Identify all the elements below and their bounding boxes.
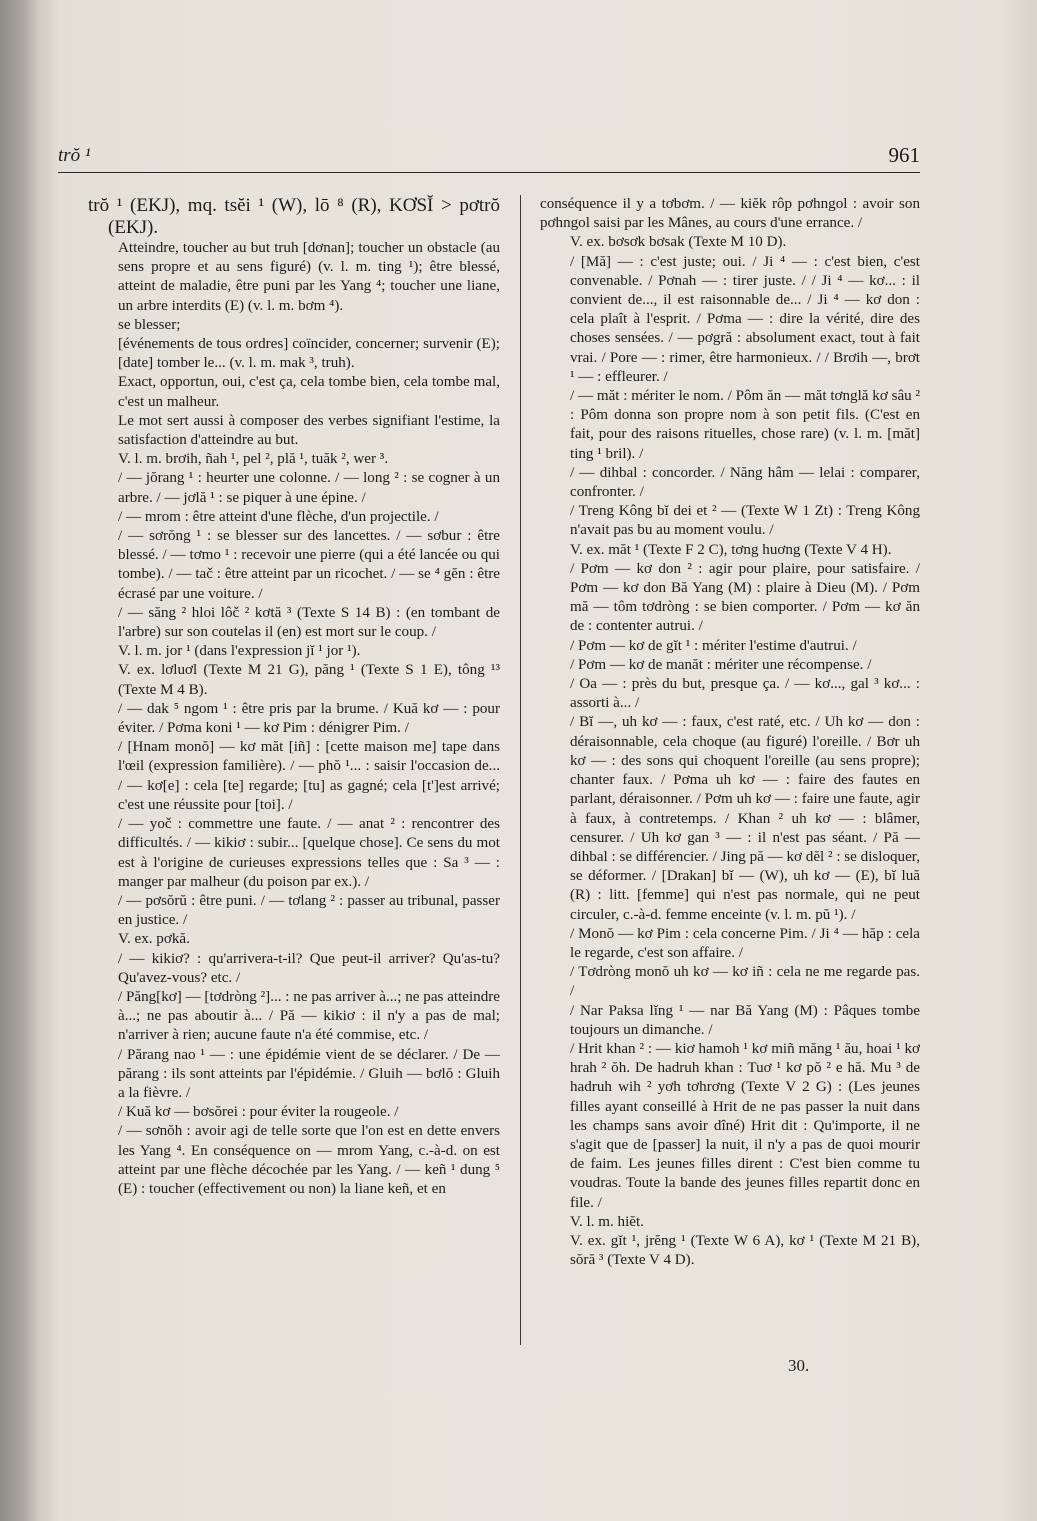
example-block: / Nar Paksa lĭng ¹ — nar Bă Yang (M) : Pâques tombe toujours un dimanche. / <box>570 1002 920 1038</box>
example-block: / — dak ⁵ ngom ¹ : être pris par la brume. / Kuă kơ — : pour éviter. / Pơma koni ¹ — kơ Pim : dénigrer Pim. / <box>118 700 500 737</box>
example-block: / [Hnam monŏ] — kơ măt [iñ] : [cette maison me] tape dans l'œil (expression familière). / — phŏ ¹... : saisir l'occasion de... / — kơ[e] : cela [te] regarde; [tu] as gagné; cela [t']est arrivé; c'est une réussite pour [toi]. / <box>118 739 500 813</box>
cross-reference: V. ex. bơsơk bơsak (Texte M 10 D). <box>570 234 787 251</box>
example-block: / — mrom : être atteint d'une flèche, d'un projectile. / <box>118 508 439 525</box>
cross-reference: V. l. m. hiĕt. <box>570 1213 644 1230</box>
entry-headword: trŏ ¹ (EKJ), mq. tsĕi ¹ (W), lō ⁸ (R), KƠSĬ > pơtrŏ (EKJ). <box>88 195 500 238</box>
example-block: / — dihbal : concorder. / Năng hâm — lelai : comparer, confronter. / <box>570 464 920 501</box>
cross-reference: V. ex. măt ¹ (Texte F 2 C), tơng huơng (Texte V 4 H). <box>570 541 892 558</box>
example-block: / Pơm — kơ de manăt : mériter une récompense. / <box>570 656 872 673</box>
running-head-word: trŏ ¹ <box>58 145 91 166</box>
definition-paragraph: se blesser; <box>118 316 181 333</box>
example-block: / — pơsŏrŭ : être puni. / — tơlang ² : passer au tribunal, passer en justice. / <box>118 892 500 929</box>
example-block: / Bĭ —, uh kơ — : faux, c'est raté, etc. / Uh kơ — don : déraisonnable, cela choque (au figuré) l'oreille. / Bơr uh kơ — : des sons qui choquent l'oreille (au sens propre); chanter faux. / Pơma uh kơ — : faire des fautes en parlant, déraisonner. / Pơm uh kơ — : faire une faute, agir à faux, à contretemps. / Khan ² uh kơ — : blâmer, censurer. / Uh kơ gan ³ — : il n'est pas séant. / Pă — dihbal : se différencier. / Jing pă — kơ dĕl ² : se disloquer, se déformer. / [Drakan] bĭ — (W), uh kơ — (E), bĭ luă (R) : litt. [femme] qui n'est pas normale, qui ne peut circuler, c.-à-d. femme enceinte (v. l. m. pŭ ¹). / <box>570 714 920 923</box>
example-block: / Pơm — kơ don ² : agir pour plaire, pour satisfaire. / Pơm — kơ don Bă Yang (M) : plaire à Dieu (M). / Pơm mă — tôm tơdròng : se bien comporter. / Pơm — kơ ăn de : contenter autrui. / <box>570 560 920 635</box>
example-block: / Păng[kơ] — [tơdròng ²]... : ne pas arriver à...; ne pas atteindre à...; ne pas aboutir à... / Pă — kikiơ : il n'y a pas de mal; n'arriver à rien; aucune faute n'a été commise, etc. / <box>118 988 500 1044</box>
example-block: / — jŏrang ¹ : heurter une colonne. / — long ² : se cogner à un arbre. / — jơlă ¹ : se piquer à une épine. / <box>118 470 500 506</box>
example-block: / Tơdròng monŏ uh kơ — kơ iñ : cela ne me regarde pas. / <box>570 964 920 1000</box>
column-divider <box>520 195 521 1345</box>
definition-paragraph: Atteindre, toucher au but truh [dơnan]; toucher un obstacle (au sens propre et au sens figuré) (v. l. m. ting ¹); être blessé, atteint de maladie, être puni par les Yang ⁴; toucher une liane, un arbre interdits (E) (v. l. m. bơm ⁴). <box>118 240 500 314</box>
example-block: conséquence il y a tơbơm. / — kiĕk rôp pơhngol : avoir son pơhngol saisi par les Mânes, au cours d'une errance. / <box>540 196 920 232</box>
cross-reference: V. ex. pơkă. <box>118 931 190 948</box>
example-block: / Monŏ — kơ Pim : cela concerne Pim. / Ji ⁴ — hăp : cela le regarde, c'est son affaire. / <box>570 925 920 961</box>
example-block: / — yoč : commettre une faute. / — anat ² : rencontrer des difficultés. / — kikiơ : subir... [quelque chose]. Ce sens du mot est à l'origine de curieuses expressions telles que : Sa ³ — : manger par malheur (du poison par ex.). / <box>118 816 500 890</box>
example-block: / — kikiơ? : qu'arrivera-t-il? Que peut-il arriver? Qu'as-tu? Qu'avez-vous? etc. / <box>118 950 500 986</box>
signature-mark: 30. <box>788 1356 810 1375</box>
example-block: / — sơrŏng ¹ : se blesser sur des lancettes. / — sơbur : être blessé. / — tơmo ¹ : recevoir une pierre (qui a été lancée ou qui tombe). / — tač : être atteint par un ricochet. / — se ⁴ gĕn : être écrasé par une voiture. / <box>118 528 500 602</box>
example-block: / — sơnŏh : avoir agi de telle sorte que l'on est en dette envers les Yang ⁴. En conséquence on — mrom Yang, c.-à-d. on est atteint par une flèche décochée par les Yang. / — keñ ¹ dung ⁵ (E) : toucher (effectivement ou non) la liane keñ, et en <box>118 1123 500 1197</box>
header-rule <box>58 172 920 173</box>
cross-reference: V. l. m. jor ¹ (dans l'expression jĭ ¹ jor ¹). <box>118 643 361 660</box>
left-column <box>88 195 500 1199</box>
page-number: 961 <box>888 143 920 167</box>
definition-paragraph: Exact, opportun, oui, c'est ça, cela tombe bien, cela tombe mal, c'est un malheur. <box>118 374 500 410</box>
example-block: / Pơm — kơ de gĭt ¹ : mériter l'estime d'autrui. / <box>570 637 857 654</box>
example-block: / Hrit khan ² : — kiơ hamoh ¹ kơ miñ măng ¹ ău, hoai ¹ kơ hrah ² ŏh. De hadruh khan : Tuơ ¹ kơ pŏ ² e hă. Mu ³ de hadruh wih ² yơh tơhrơng (Texte V 2 G) : (Les jeunes filles ayant conseillé à Hrit de ne pas passer la nuit dans les champs sans avoir dîné) Hrit dit : Qu'importe, il ne s'agit que de [passer] la nuit, il n'y a pas de quoi mourir de faim. Les jeunes filles dirent : C'est bien comme tu voudras. Toute la bande des jeunes filles repartit donc en file. / <box>570 1040 920 1211</box>
cross-reference: V. l. m. brơih, ñah ¹, pel ², plă ¹, tuăk ², wer ³. <box>118 451 389 468</box>
example-block: / — săng ² hloi lôč ² kơtă ³ (Texte S 14 B) : (en tombant de l'arbre) sur son coutelas il (en) est mort sur le coup. / <box>118 604 500 641</box>
right-column <box>540 195 920 1270</box>
example-block: / [Mă] — : c'est juste; oui. / Ji ⁴ — : c'est bien, c'est convenable. / Pơnah — : tirer juste. / / Ji ⁴ — kơ... : il convient de..., il est raisonnable de... / Ji ⁴ — kơ don : cela plaît à l'esprit. / Pơma — : dire la vérité, dire des choses sensées. / — pơgră : absolument exact, tout à fait vrai. / Pore — : rimer, être harmonieux. / / Brơih —, brơt ¹ — : effleurer. / <box>570 253 920 385</box>
cross-reference: V. ex. gĭt ¹, jrĕng ¹ (Texte W 6 A), kơ ¹ (Texte M 21 B), sŏră ³ (Texte V 4 D). <box>570 1232 920 1269</box>
example-block: / Părang nao ¹ — : une épidémie vient de se déclarer. / De — părang : ils sont atteints par l'épidémie. / Gluih — bơlŏ : Gluih a la fièvre. / <box>118 1046 500 1101</box>
definition-paragraph: Le mot sert aussi à composer des verbes signifiant l'estime, la satisfaction d'atteindre au but. <box>118 412 500 449</box>
example-block: / Kuă kơ — bơsŏrei : pour éviter la rougeole. / <box>118 1104 399 1121</box>
definition-paragraph: [événements de tous ordres] coïncider, concerner; survenir (E); [date] tomber le... (v. l. m. mak ³, truh). <box>118 336 500 372</box>
cross-reference: V. ex. lơluơl (Texte M 21 G), păng ¹ (Texte S 1 E), tông ¹³ (Texte M 4 B). <box>118 662 500 698</box>
example-block: / — măt : mériter le nom. / Pôm ăn — măt tơnglă kơ sâu ² : Pôm donna son propre nom à son petit fils. (C'est en fait, pour des raisons rituelles, chose rare) (v. l. m. [măt] ting ¹ bril). / <box>570 388 920 462</box>
example-block: / Oa — : près du but, presque ça. / — kơ..., gal ³ kơ... : assorti à... / <box>570 676 920 712</box>
example-block: / Treng Kông bĭ dei et ² — (Texte W 1 Zt) : Treng Kông n'avait pas bu au moment voulu. / <box>570 503 920 539</box>
